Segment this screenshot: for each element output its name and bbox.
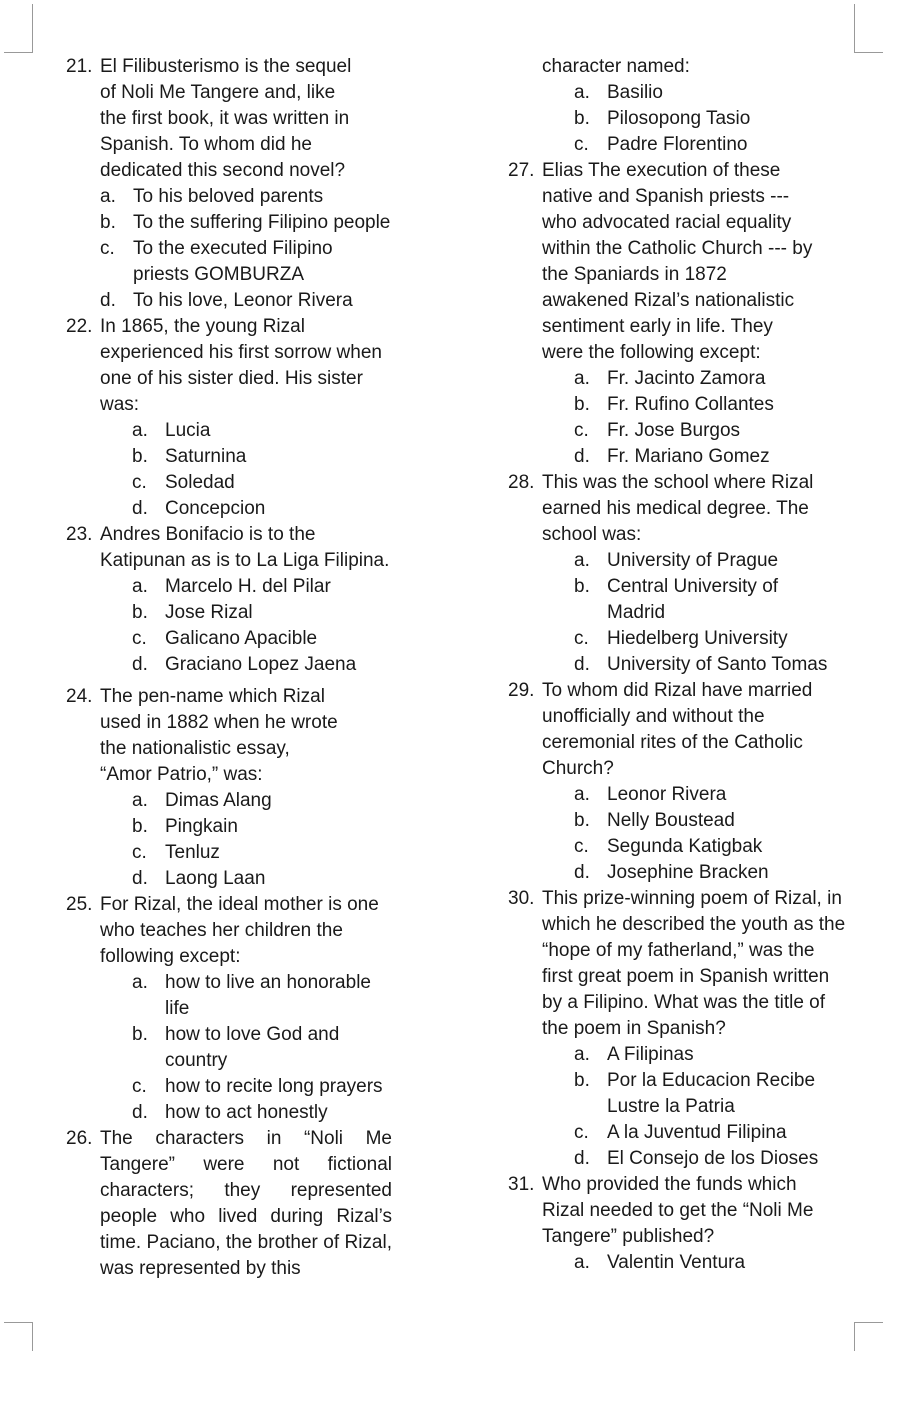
question-text: The characters in “Noli Me Tangere” were not fictional characters; they represented people who lived during Rizal’s time. Paciano, the brother of Rizal, was represented by this <box>100 1128 392 1279</box>
options <box>100 184 411 314</box>
question-number: 22. <box>66 316 93 337</box>
options <box>132 970 411 1126</box>
question-21 <box>66 54 411 314</box>
question-31 <box>508 1172 853 1276</box>
option-a: a. To his beloved parents <box>100 186 324 207</box>
option-a: a. Valentin Ventura <box>574 1252 746 1273</box>
option-a: a. Lucia <box>132 420 211 441</box>
option-d: d. Laong Laan <box>132 868 266 889</box>
left-column <box>66 54 411 1282</box>
question-25 <box>66 892 411 1126</box>
option-b: b. Pingkain <box>132 816 238 837</box>
option-c: c. To the executed Filipino priests GOMBURZA <box>100 238 333 285</box>
options <box>574 1042 853 1172</box>
option-a: a. Marcelo H. del Pilar <box>132 576 331 597</box>
option-c: c. Fr. Jose Burgos <box>574 420 741 441</box>
question-22 <box>66 314 411 522</box>
question-text: Andres Bonifacio is to the Katipunan as is to La Liga Filipina. <box>100 524 390 571</box>
option-c: c. Tenluz <box>132 842 220 863</box>
question-number: 24. <box>66 686 93 707</box>
option-c: c. Soledad <box>132 472 235 493</box>
question-number: 31. <box>508 1174 535 1195</box>
option-b: b. Por la Educacion Recibe Lustre la Patria <box>574 1070 816 1117</box>
option-c: c. Padre Florentino <box>574 134 748 155</box>
options <box>574 1250 853 1276</box>
question-28 <box>508 470 853 678</box>
question-number: 23. <box>66 524 93 545</box>
question-number: 25. <box>66 894 93 915</box>
option-a: a. Dimas Alang <box>132 790 272 811</box>
question-30 <box>508 886 853 1172</box>
question-text: El Filibusterismo is the sequel of Noli Me Tangere and, like the first book, it was written in Spanish. To whom did he dedicated this second novel? <box>100 56 352 181</box>
option-d: d. To his love, Leonor Rivera <box>100 290 353 311</box>
question-text: This was the school where Rizal earned his medical degree. The school was: <box>542 472 814 545</box>
question-number: 30. <box>508 888 535 909</box>
question-26 <box>66 1126 411 1282</box>
question-24 <box>66 684 411 892</box>
question-text: To whom did Rizal have married unofficially and without the ceremonial rites of the Catholic Church? <box>542 680 813 779</box>
option-c: c. A la Juventud Filipina <box>574 1122 787 1143</box>
option-a: a. University of Prague <box>574 550 779 571</box>
question-number: 28. <box>508 472 535 493</box>
option-b: b. Fr. Rufino Collantes <box>574 394 774 415</box>
option-c: c. how to recite long prayers <box>132 1076 383 1097</box>
option-d: d. Concepcion <box>132 498 266 519</box>
question-text: For Rizal, the ideal mother is one who teaches her children the following except: <box>100 894 379 967</box>
option-d: d. Graciano Lopez Jaena <box>132 654 357 675</box>
question-text-continued: character named: <box>542 56 690 77</box>
question-text: The pen-name which Rizal used in 1882 when he wrote the nationalistic essay, “Amor Patrio,” was: <box>100 686 338 785</box>
option-b: b. how to love God and country <box>132 1024 340 1071</box>
options <box>574 782 853 886</box>
crop-mark-bottom-left <box>4 1322 33 1351</box>
option-d: d. Fr. Mariano Gomez <box>574 446 770 467</box>
option-a: a. Fr. Jacinto Zamora <box>574 368 766 389</box>
question-number: 29. <box>508 680 535 701</box>
question-26-continued <box>508 54 853 158</box>
options <box>132 788 411 892</box>
option-b: b. Pilosopong Tasio <box>574 108 751 129</box>
question-number: 21. <box>66 56 93 77</box>
option-d: d. University of Santo Tomas <box>574 654 828 675</box>
question-text: Who provided the funds which Rizal needed to get the “Noli Me Tangere” published? <box>542 1174 814 1247</box>
option-d: d. how to act honestly <box>132 1102 328 1123</box>
options <box>574 80 853 158</box>
right-column <box>508 54 853 1276</box>
option-b: b. Central University of Madrid <box>574 576 779 623</box>
question-text: This prize-winning poem of Rizal, in which he described the youth as the “hope of my fatherland,” was the first great poem in Spanish written by a Filipino. What was the title of the poem in Spanish? <box>542 888 846 1039</box>
option-d: d. El Consejo de los Dioses <box>574 1148 819 1169</box>
option-b: b. Jose Rizal <box>132 602 253 623</box>
option-c: c. Segunda Katigbak <box>574 836 763 857</box>
option-b: b. Nelly Boustead <box>574 810 735 831</box>
question-27 <box>508 158 853 470</box>
option-a: a. how to live an honorable life <box>132 972 371 1019</box>
option-a: a. Basilio <box>574 82 663 103</box>
option-c: c. Hiedelberg University <box>574 628 788 649</box>
option-c: c. Galicano Apacible <box>132 628 318 649</box>
options <box>132 574 411 678</box>
question-text: In 1865, the young Rizal experienced his first sorrow when one of his sister died. His sister was: <box>100 316 382 415</box>
question-29 <box>508 678 853 886</box>
options <box>574 548 853 678</box>
question-number: 27. <box>508 160 535 181</box>
option-b: b. Saturnina <box>132 446 247 467</box>
option-a: a. Leonor Rivera <box>574 784 727 805</box>
crop-mark-top-right <box>854 4 883 53</box>
option-a: a. A Filipinas <box>574 1044 694 1065</box>
crop-mark-top-left <box>4 4 33 53</box>
options <box>574 366 853 470</box>
crop-mark-bottom-right <box>854 1322 883 1351</box>
question-number: 26. <box>66 1128 93 1149</box>
question-text: Elias The execution of these native and Spanish priests --- who advocated racial equality within the Catholic Church --- by the Spaniards in 1872 awakened Rizal’s nationalistic sentiment early in life. They were the following except: <box>542 160 813 363</box>
option-b: b. To the suffering Filipino people <box>100 212 391 233</box>
options <box>132 418 411 522</box>
question-23 <box>66 522 411 678</box>
option-d: d. Josephine Bracken <box>574 862 769 883</box>
